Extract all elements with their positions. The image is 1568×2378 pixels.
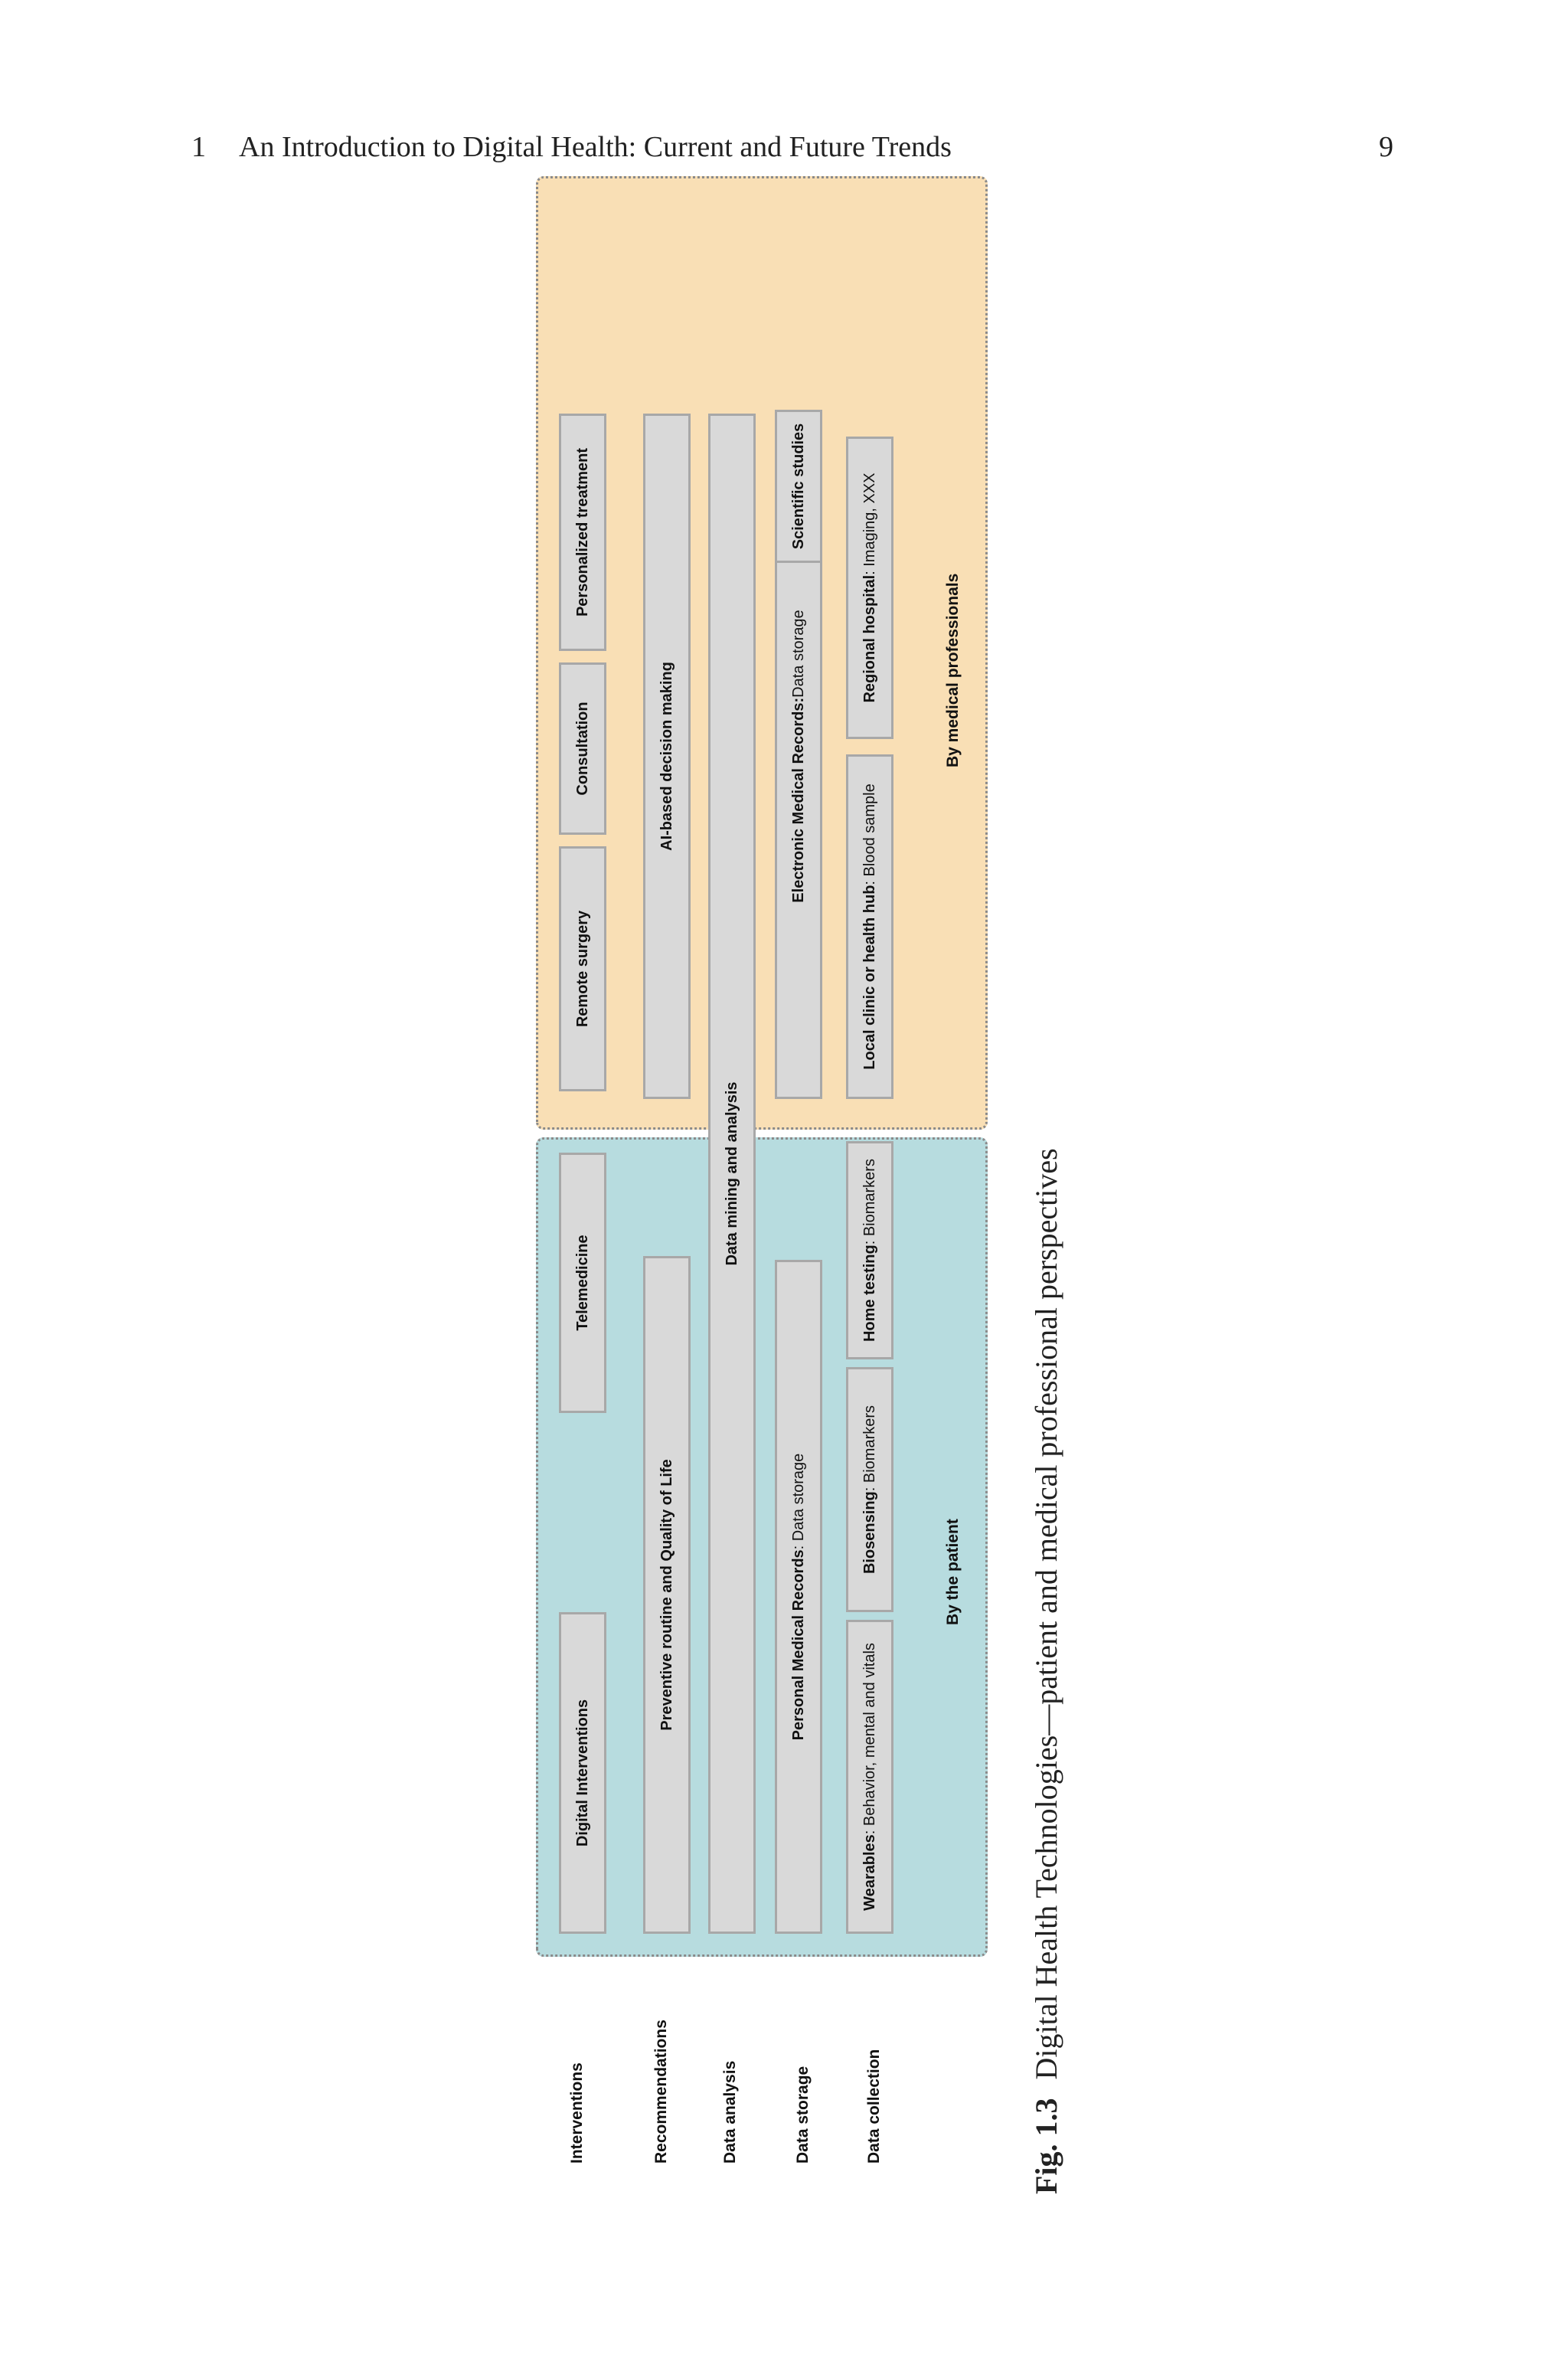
figure-label: Fig. 1.3 — [1029, 2098, 1063, 2194]
page-number: 9 — [1379, 131, 1393, 163]
wearables-box: Wearables : Behavior, mental and vitals — [846, 1620, 893, 1934]
patient-region-title: By the patient — [944, 1519, 962, 1625]
local-clinic-box: Local clinic or health hub : Blood sample — [846, 754, 893, 1099]
digital-interventions-box: Digital Interventions — [559, 1612, 606, 1934]
figure-caption-text: Digital Health Technologies—patient and medical professional perspectives — [1029, 1148, 1063, 2080]
row-label-data-storage: Data storage — [794, 2066, 812, 2164]
remote-surgery-box: Remote surgery — [559, 846, 606, 1091]
data-mining-box: Data mining and analysis — [708, 414, 756, 1934]
home-testing-box: Home testing : Biomarkers — [846, 1141, 893, 1359]
consultation-box: Consultation — [559, 662, 606, 835]
running-header — [191, 124, 1393, 170]
chapter-number: 1 — [191, 131, 206, 163]
ai-decision-making-box: AI-based decision making — [643, 414, 691, 1099]
row-label-interventions: Interventions — [568, 2062, 586, 2164]
telemedicine-box: Telemedicine — [559, 1153, 606, 1413]
biosensing-box: Biosensing : Biomarkers — [846, 1367, 893, 1612]
personal-medical-records-box: Personal Medical Records : Data storage — [775, 1260, 822, 1934]
figure-caption — [1026, 371, 1067, 2194]
scientific-studies-box: Scientific studies — [775, 410, 822, 563]
professionals-region-title: By medical professionals — [944, 573, 962, 767]
preventive-routine-box: Preventive routine and Quality of Life — [643, 1256, 691, 1934]
row-label-data-analysis: Data analysis — [721, 2060, 739, 2164]
electronic-medical-records-box: Electronic Medical Records: Data storage — [775, 414, 822, 1099]
regional-hospital-box: Regional hospital : Imaging, XXX — [846, 437, 893, 739]
chapter-title: An Introduction to Digital Health: Current and Future Trends — [239, 131, 952, 163]
personalized-treatment-box: Personalized treatment — [559, 414, 606, 651]
row-label-data-collection: Data collection — [865, 2049, 883, 2164]
digital-health-figure — [536, 371, 1063, 2194]
row-label-recommendations: Recommendations — [652, 2020, 670, 2164]
